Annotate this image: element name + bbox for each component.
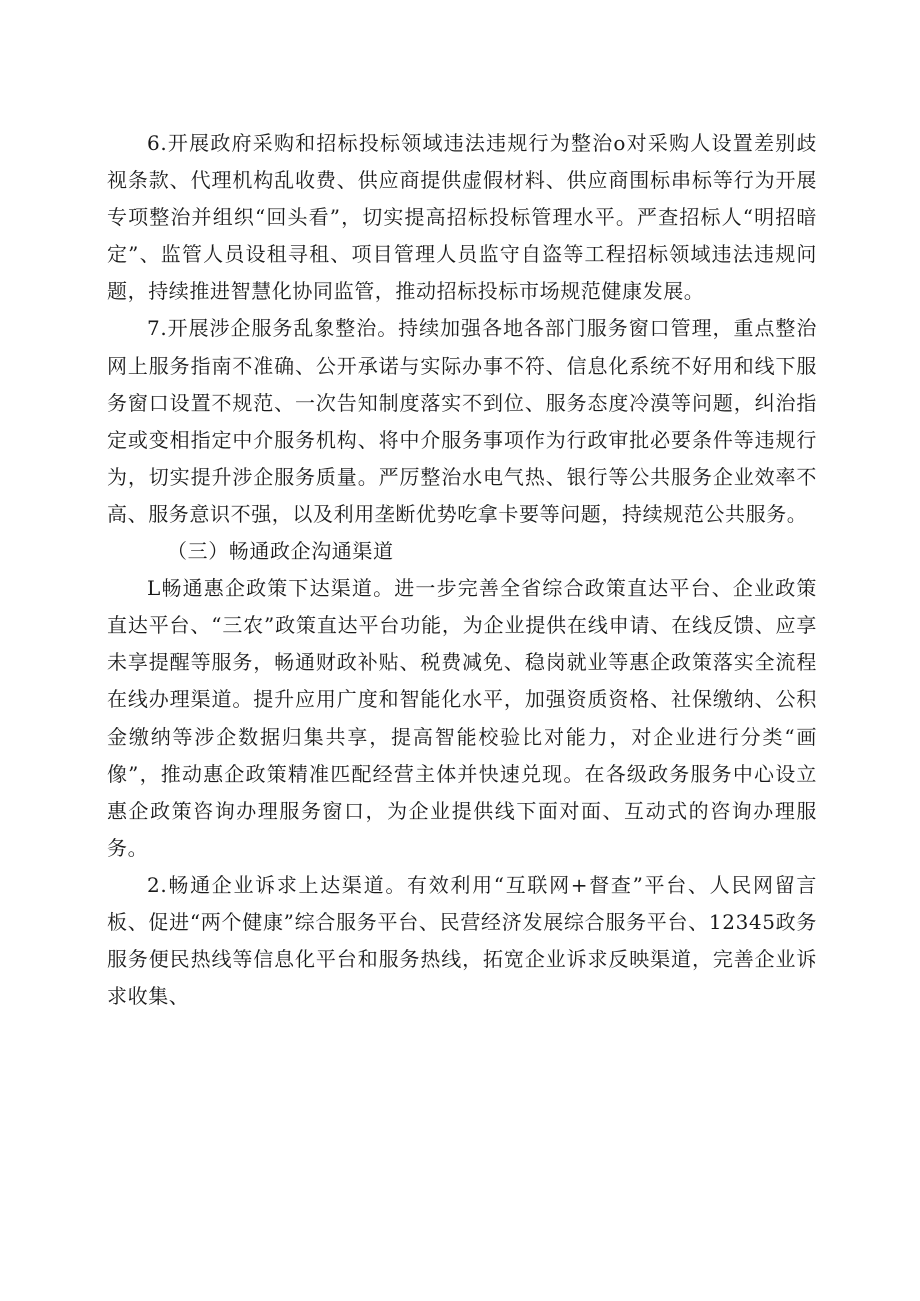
paragraph-policy-channel: L畅通惠企政策下达渠道。进一步完善全省综合政策直达平台、企业政策直达平台、“三农”政策直达平台功能，为企业提供在线申请、在线反馈、应享未享提醒等服务，畅通财政补贴、税费减免、稳岗就业等惠企政策落实全流程在线办理渠道。提升应用广度和智能化水平，加强资质资格、社保缴纳、公积金缴纳等涉企数据归集共享，提高智能校验比对能力，对企业进行分类“画像”，推动惠企政策精准匹配经营主体并快速兑现。在各级政务服务中心设立惠企政策咨询办理服务窗口，为企业提供线下面对面、互动式的咨询办理服务。 bbox=[107, 576, 817, 860]
paragraph-appeal-channel: 2.畅通企业诉求上达渠道。有效利用“互联网+督查”平台、人民网留言板、促进“两个健康”综合服务平台、民营经济发展综合服务平台、12345政务服务便民热线等信息化平台和服务热线，拓宽企业诉求反映渠道，完善企业诉求收集、 bbox=[107, 872, 817, 1009]
document-body bbox=[107, 125, 817, 1015]
paragraph-enterprise-service-rectification: 7.开展涉企服务乱象整治。持续加强各地各部门服务窗口管理，重点整治网上服务指南不准确、公开承诺与实际办事不符、信息化系统不好用和线下服务窗口设置不规范、一次告知制度落实不到位、服务态度冷漠等问题，纠治指定或变相指定中介服务机构、将中介服务事项作为行政审批必要条件等违规行为，切实提升涉企服务质量。严厉整治水电气热、银行等公共服务企业效率不高、服务意识不强，以及利用垄断优势吃拿卡要等问题，持续规范公共服务。 bbox=[107, 316, 817, 526]
section-heading: （三）畅通政企沟通渠道 bbox=[167, 539, 394, 564]
paragraph-procurement-rectification: 6.开展政府采购和招标投标领域违法违规行为整治o对采购人设置差别歧视条款、代理机构乱收费、供应商提供虚假材料、供应商围标串标等行为开展专项整治并组织“回头看”，切实提高招标投标管理水平。严查招标人“明招暗定”、监管人员设租寻租、项目管理人员监守自盗等工程招标领域违法违规问题，持续推进智慧化协同监管，推动招标投标市场规范健康发展。 bbox=[107, 131, 817, 304]
